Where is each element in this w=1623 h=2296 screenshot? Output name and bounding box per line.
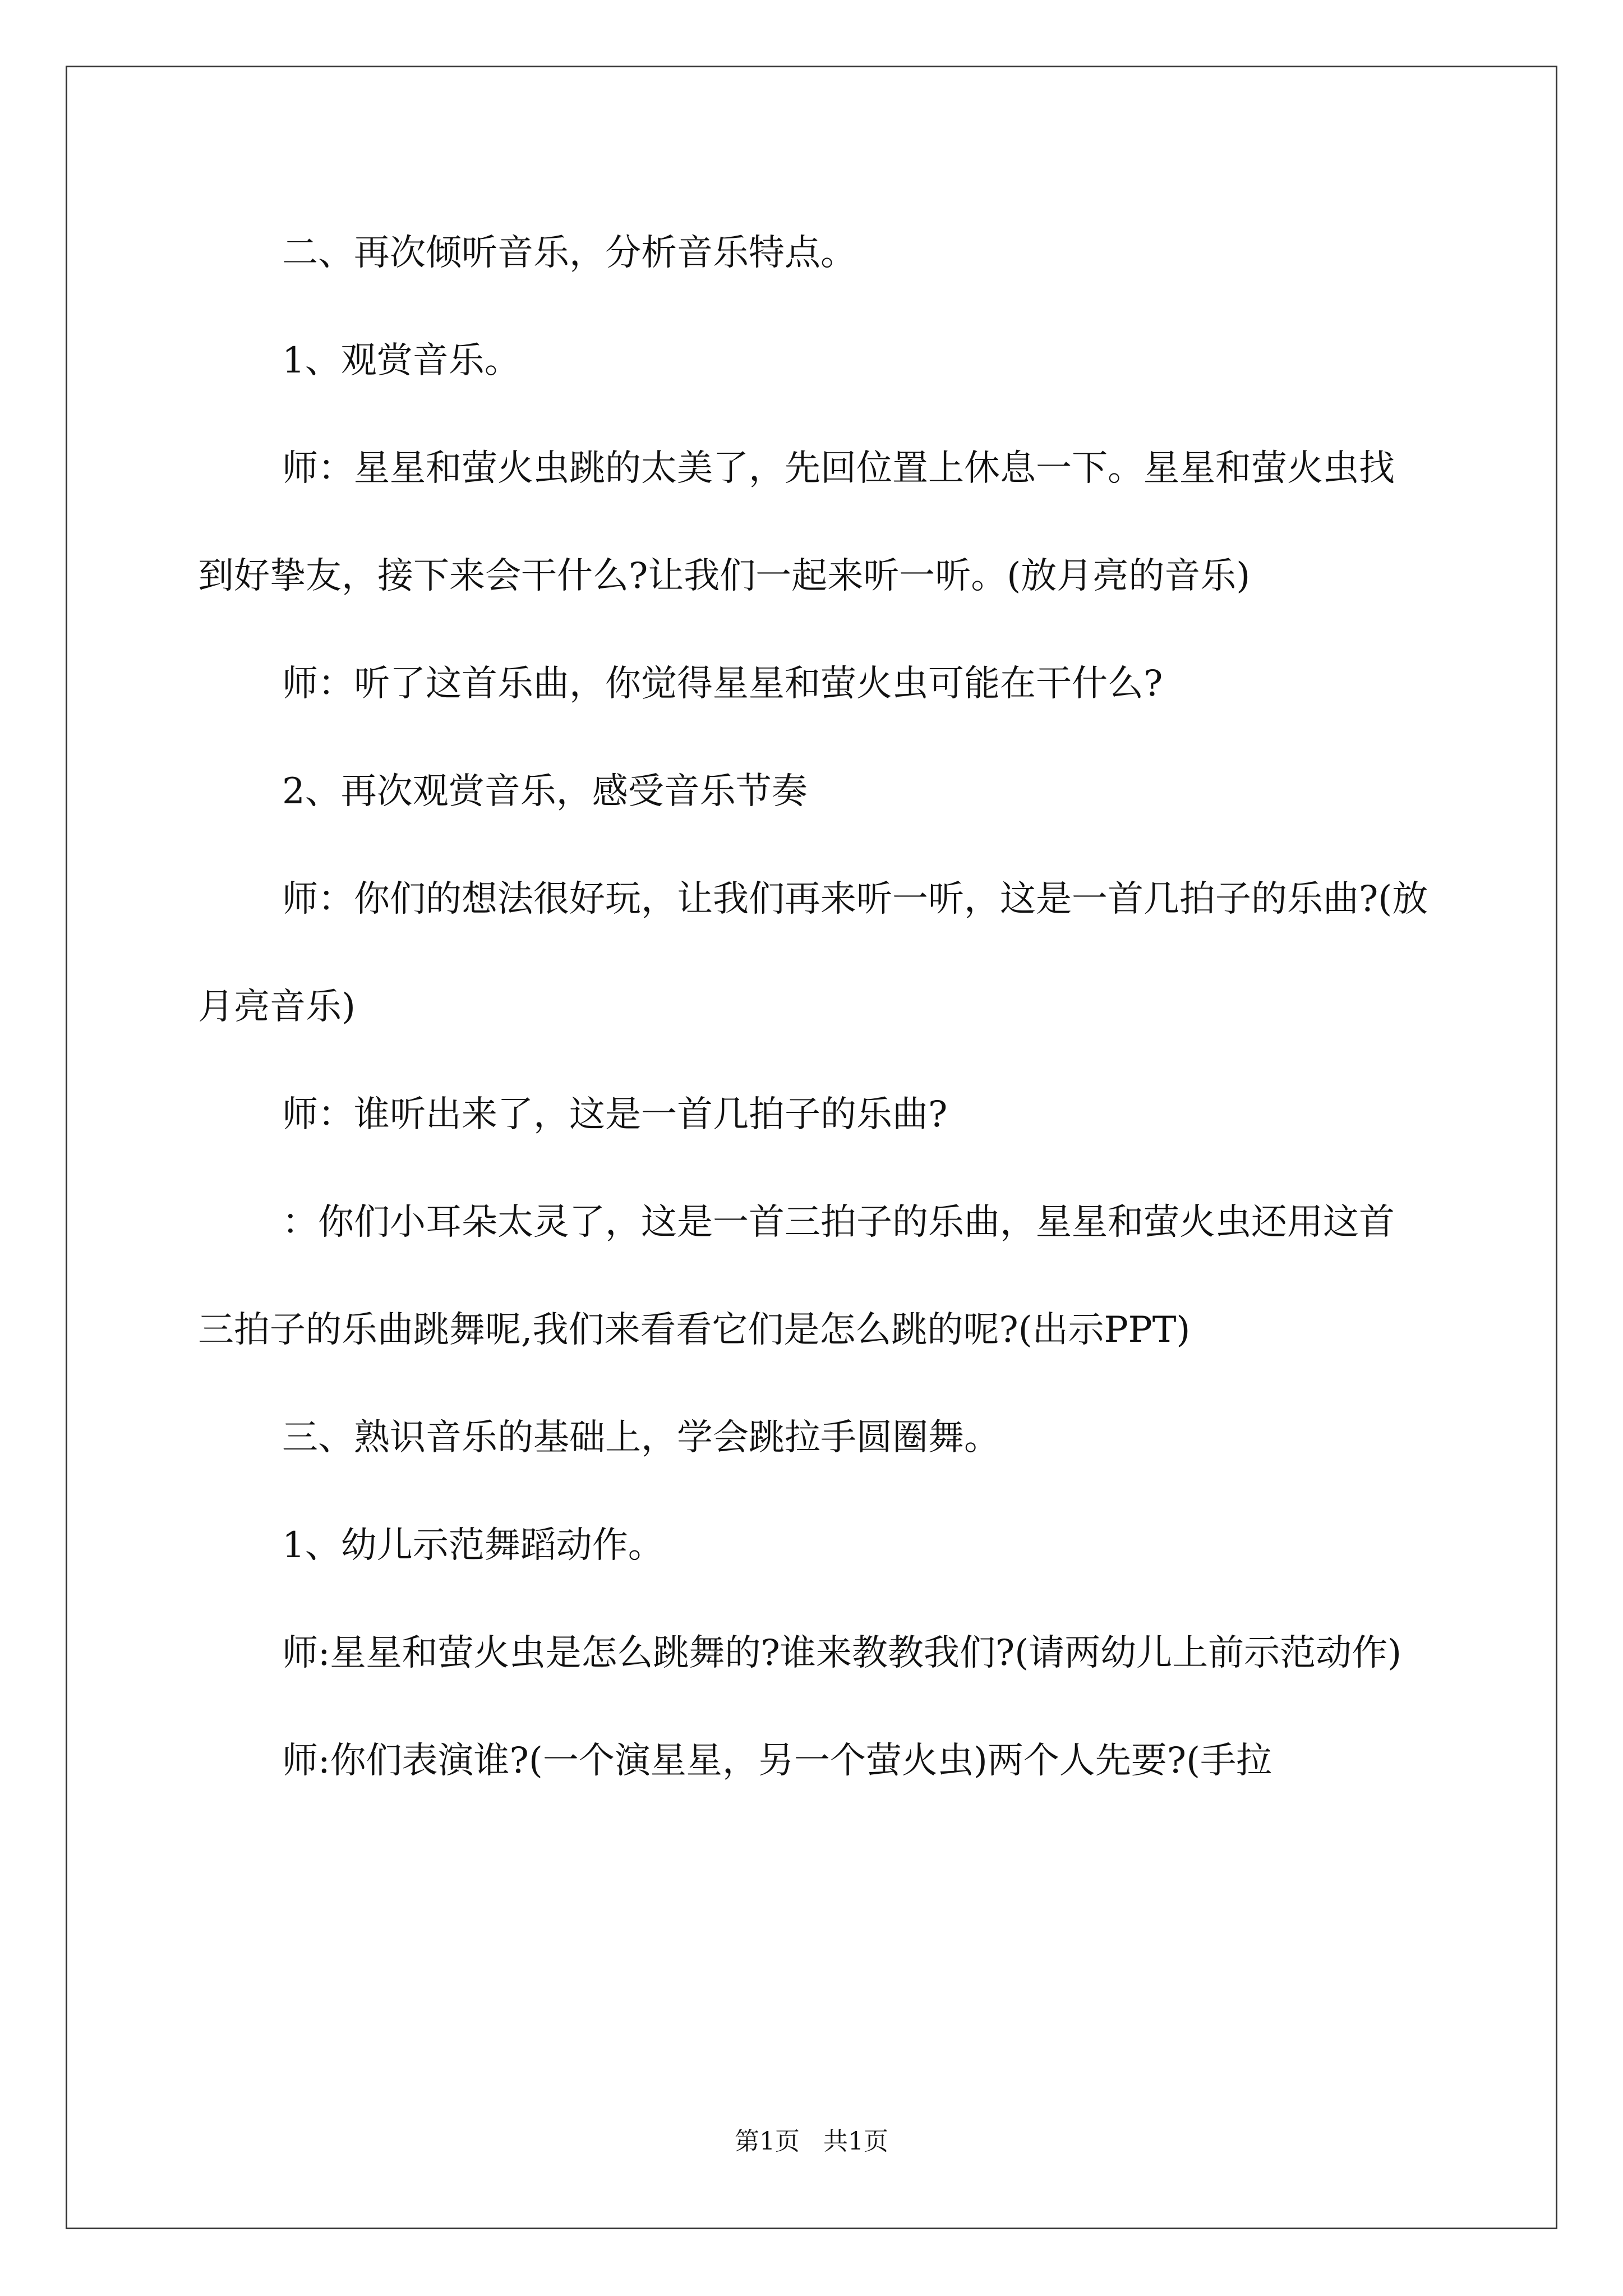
paragraph-3: 师：星星和萤火虫跳的太美了，先回位置上休息一下。星星和萤火虫找到好挚友，接下来会干什么?让我们一起来听一听。(放月亮的音乐) — [198, 448, 1395, 597]
paragraph-8: ：你们小耳朵太灵了，这是一首三拍子的乐曲，星星和萤火虫还用这首三拍子的乐曲跳舞呢,我们来看看它们是怎么跳的呢?(出示PPT) — [198, 1202, 1395, 1351]
paragraph-1: 二、再次倾听音乐，分析音乐特点。 — [282, 232, 856, 274]
paragraph-6: 师：你们的想法很好玩，让我们再来听一听，这是一首几拍子的乐曲?(放月亮音乐) — [198, 878, 1428, 1028]
paragraph-4: 师：听了这首乐曲，你觉得星星和萤火虫可能在干什么? — [282, 663, 1163, 705]
page-footer: 第1页 共1页 — [735, 2127, 888, 2156]
paragraph-2: 1、观赏音乐。 — [282, 340, 520, 381]
document-body — [198, 199, 1429, 1815]
paragraph-12: 师:你们表演谁?(一个演星星，另一个萤火虫)两个人先要?(手拉 — [282, 1740, 1272, 1782]
paragraph-10: 1、幼儿示范舞蹈动作。 — [282, 1525, 664, 1566]
paragraph-11: 师:星星和萤火虫是怎么跳舞的?谁来教教我们?(请两幼儿上前示范动作) — [282, 1632, 1402, 1674]
paragraph-5: 2、再次观赏音乐，感受音乐节奏 — [282, 771, 808, 812]
paragraph-7: 师：谁听出来了，这是一首几拍子的乐曲? — [282, 1094, 948, 1135]
paragraph-9: 三、熟识音乐的基础上，学会跳拉手圆圈舞。 — [282, 1417, 1000, 1458]
